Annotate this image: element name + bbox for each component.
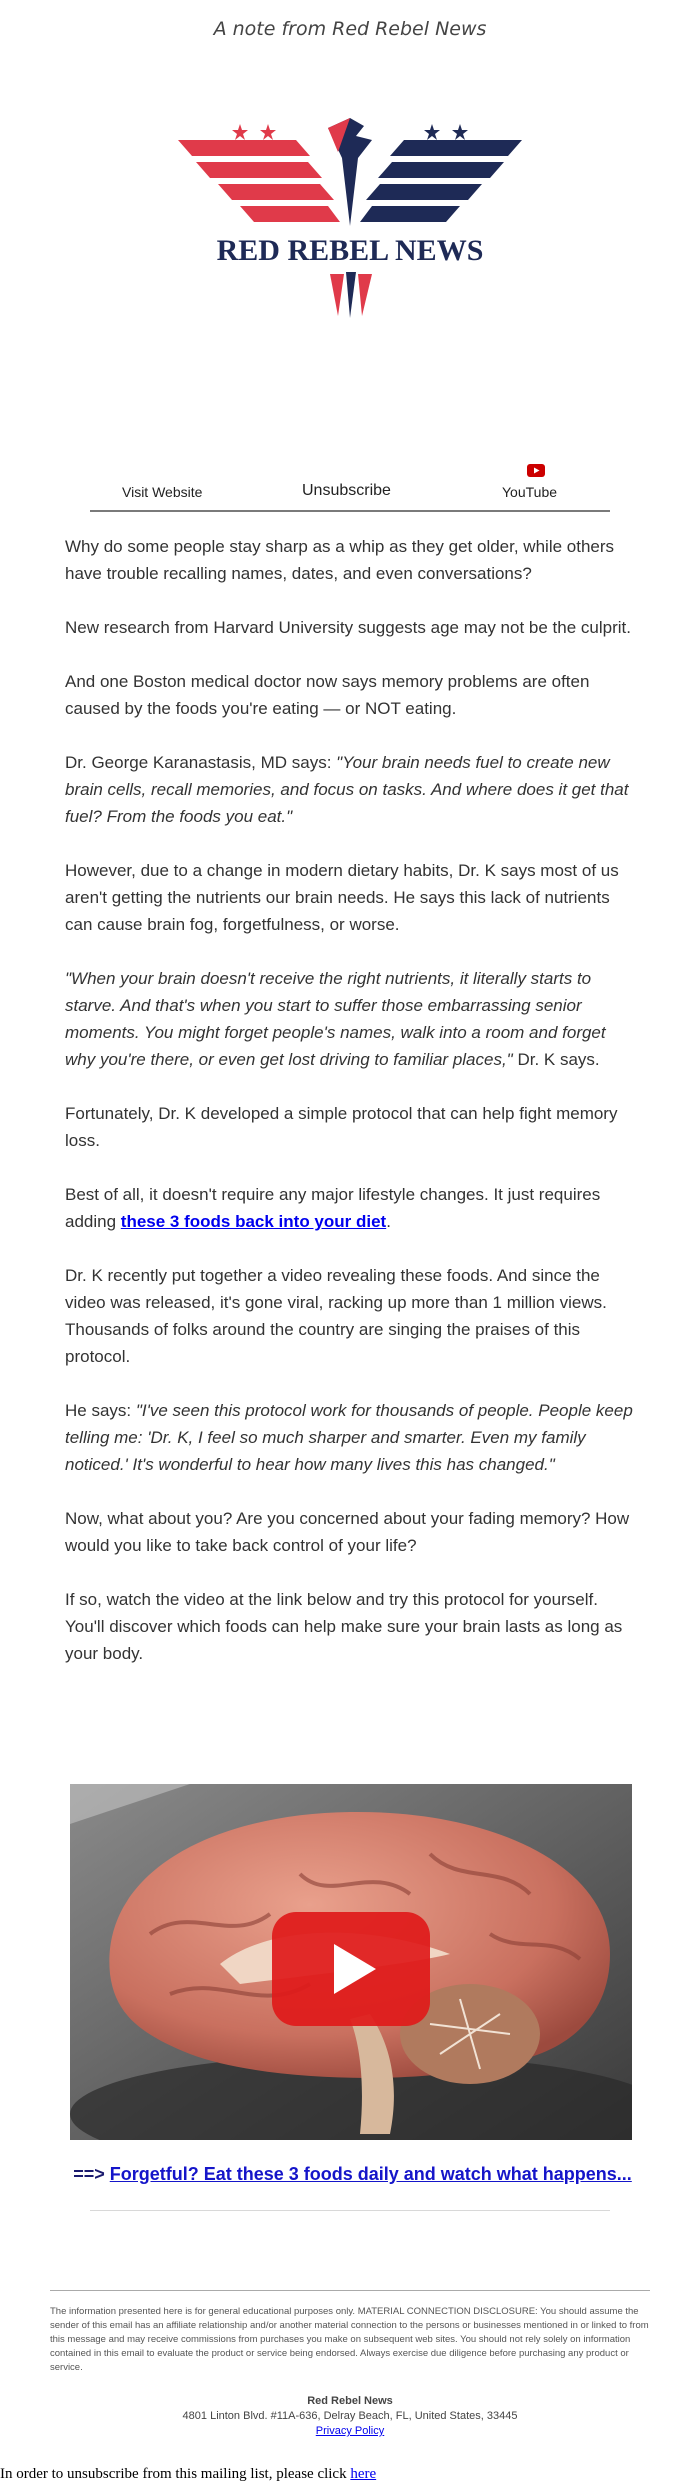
article-body — [65, 533, 640, 1694]
brand-wordmark: RED REBEL NEWS — [216, 234, 484, 267]
footer-company-name: Red Rebel News — [307, 2395, 393, 2407]
paragraph-9: Dr. K recently put together a video revealing these foods. And since the video was released, it's gone viral, racking up more than 1 million views. Thousands of folks around the country are singing the praises of this protocol. — [65, 1266, 607, 1366]
footer — [0, 2394, 700, 2439]
paragraph-3: And one Boston medical doctor now says memory problems are often caused by the foods you're eating — or NOT eating. — [65, 672, 590, 718]
youtube-link[interactable]: YouTube — [502, 484, 558, 500]
play-button-icon[interactable] — [272, 1912, 430, 2026]
cta-arrow: ==> — [73, 2164, 110, 2184]
eagle-logo-icon — [178, 118, 522, 318]
visit-website-link[interactable]: Visit Website — [122, 484, 203, 500]
nav-bar — [90, 460, 610, 512]
cta-line — [65, 2164, 640, 2185]
video-thumbnail[interactable] — [70, 1784, 632, 2140]
paragraph-6-tail: Dr. K says. — [512, 1050, 600, 1069]
paragraph-4 — [65, 749, 640, 830]
footer-address: 4801 Linton Blvd. #11A-636, Delray Beach, FL, United States, 33445 — [182, 2410, 518, 2422]
divider — [50, 2290, 650, 2291]
paragraph-11: Now, what about you? Are you concerned about your fading memory? How would you like to take back control of your life? — [65, 1509, 630, 1555]
paragraph-8-lead: Best of all, it doesn't require any major lifestyle changes. It just requires adding — [65, 1185, 601, 1231]
paragraph-8 — [65, 1181, 640, 1235]
paragraph-10-lead: He says: — [65, 1401, 136, 1420]
paragraph-4-lead: Dr. George Karanastasis, MD says: — [65, 753, 337, 772]
doctor-quote-2: "When your brain doesn't receive the right nutrients, it literally starts to starve. And that's when you start to suffer those embarrassing senior moments. You might forget people's names, walk into a room and forget why you're there, or even get lost driving to familiar places," — [65, 969, 606, 1069]
privacy-policy-link[interactable]: Privacy Policy — [315, 2425, 385, 2437]
brand-logo[interactable] — [0, 118, 700, 318]
paragraph-5: However, due to a change in modern dietary habits, Dr. K says most of us aren't getting the nutrients our brain needs. He says this lack of nutrients can cause brain fog, forgetfulness, or worse. — [65, 861, 619, 934]
doctor-quote-3: "I've seen this protocol work for thousands of people. People keep telling me: 'Dr. K, I feel so much sharper and smarter. Even my family noticed.' It's wonderful to hear how many lives this has changed." — [65, 1401, 633, 1474]
divider — [90, 2210, 610, 2211]
cta-link[interactable]: Forgetful? Eat these 3 foods daily and watch what happens... — [109, 2164, 632, 2184]
paragraph-10 — [65, 1397, 640, 1478]
paragraph-8-tail: . — [386, 1212, 391, 1231]
unsubscribe-notice — [0, 2466, 376, 2482]
unsubscribe-here-link[interactable]: here — [350, 2466, 377, 2482]
paragraph-6 — [65, 965, 640, 1073]
disclosure-text: The information presented here is for general educational purposes only. MATERIAL CONNECTION DISCLOSURE: You should assume the sender of this email has an affiliate relationship and/or another material connection to the persons or businesses mentioned in or linked to from this message and may receive commissions from purchases you make on subsequent web sites. You should not rely solely on information contained in this email to evaluate the product or service being endorsed. Always exercise due diligence before purchasing any product or service. — [50, 2306, 649, 2373]
three-foods-link[interactable]: these 3 foods back into your diet — [120, 1212, 387, 1231]
doctor-quote-1: "Your brain needs fuel to create new brain cells, recall memories, and focus on tasks. And where does it get that fuel? From the foods you eat." — [65, 753, 629, 826]
paragraph-1: Why do some people stay sharp as a whip as they get older, while others have trouble recalling names, dates, and even conversations? — [65, 537, 615, 583]
unsubscribe-link[interactable]: Unsubscribe — [302, 482, 391, 499]
paragraph-2: New research from Harvard University suggests age may not be the culprit. — [65, 618, 631, 637]
paragraph-12: If so, watch the video at the link below and try this protocol for yourself. You'll discover which foods can help make sure your brain lasts as long as your body. — [65, 1590, 623, 1663]
youtube-icon[interactable] — [527, 464, 545, 477]
note-header: A note from Red Rebel News — [213, 18, 487, 40]
paragraph-7: Fortunately, Dr. K developed a simple protocol that can help fight memory loss. — [65, 1104, 618, 1150]
unsubscribe-notice-text: In order to unsubscribe from this mailing list, please click — [0, 2466, 351, 2482]
